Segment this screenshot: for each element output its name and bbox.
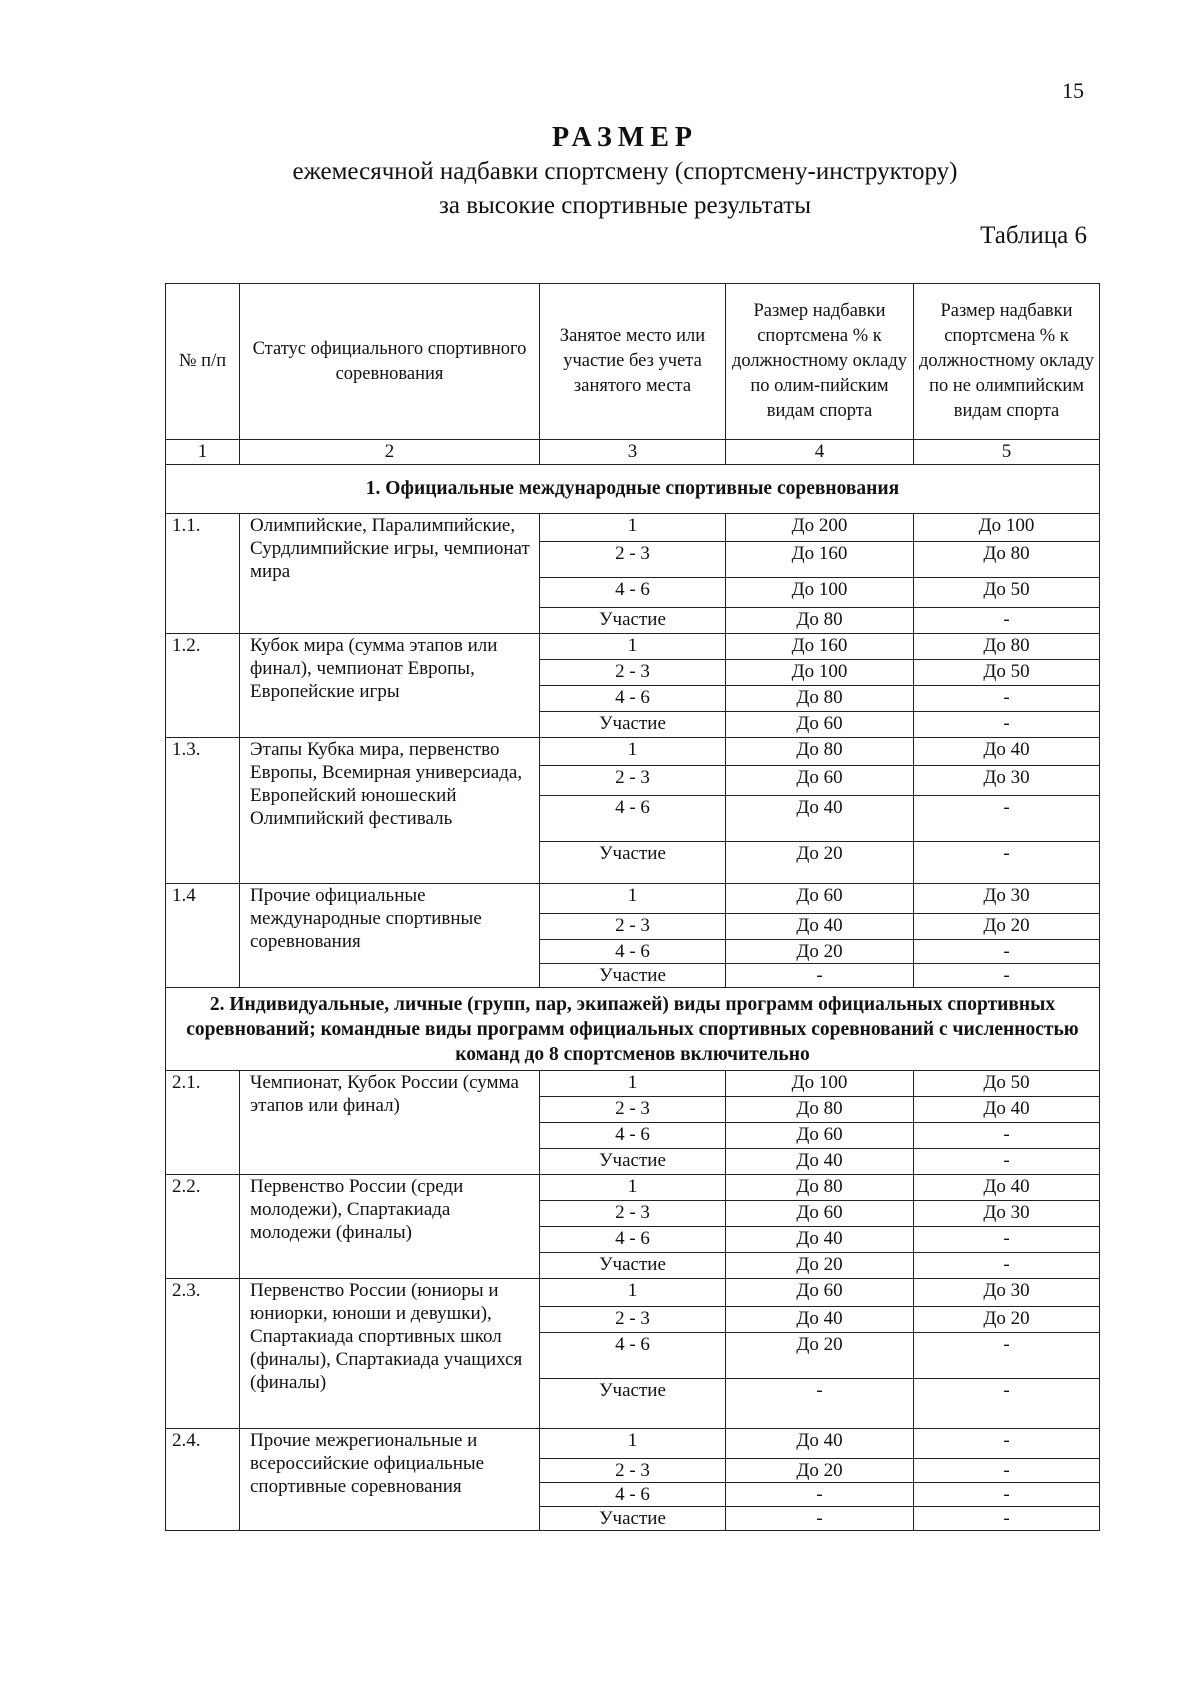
olympic-allowance-cell: До 80 [726, 608, 914, 634]
competition-status: Кубок мира (сумма этапов или финал), чемпионат Европы, Европейские игры [240, 634, 540, 738]
non-olympic-allowance-cell: - [914, 1379, 1100, 1429]
item-number: 2.4. [166, 1429, 240, 1531]
non-olympic-allowance-cell: До 80 [914, 542, 1100, 578]
place-cell: 2 - 3 [540, 1097, 726, 1123]
non-olympic-allowance-cell: - [914, 940, 1100, 964]
section-row [166, 988, 1100, 1071]
header-olympic: Размер надбавки спортсмена % к должностному окладу по олим-пийским видам спорта [726, 284, 914, 440]
place-cell: 1 [540, 634, 726, 660]
non-olympic-allowance-cell: - [914, 712, 1100, 738]
non-olympic-allowance-cell: До 40 [914, 738, 1100, 766]
table-row [166, 1175, 1100, 1201]
non-olympic-allowance-cell: До 20 [914, 914, 1100, 940]
page-number: 15 [1062, 78, 1084, 103]
header-status: Статус официального спортивного соревнования [240, 284, 540, 440]
allowance-table [165, 283, 1100, 1531]
place-cell: 2 - 3 [540, 542, 726, 578]
non-olympic-allowance-cell: - [914, 1483, 1100, 1507]
olympic-allowance-cell: До 60 [726, 1279, 914, 1307]
table-row [166, 514, 1100, 542]
document-subtitle-line1: ежемесячной надбавки спортсмену (спортсмену-инструктору) [292, 158, 958, 185]
olympic-allowance-cell: До 40 [726, 796, 914, 842]
non-olympic-allowance-cell: - [914, 1459, 1100, 1483]
place-cell: 1 [540, 1429, 726, 1459]
non-olympic-allowance-cell: - [914, 686, 1100, 712]
place-cell: 2 - 3 [540, 660, 726, 686]
non-olympic-allowance-cell: До 40 [914, 1175, 1100, 1201]
place-cell: 2 - 3 [540, 766, 726, 796]
item-number: 2.3. [166, 1279, 240, 1429]
olympic-allowance-cell: До 40 [726, 1227, 914, 1253]
olympic-allowance-cell: - [726, 1507, 914, 1531]
header-place: Занятое место или участие без учета занятого места [540, 284, 726, 440]
table-row [166, 1279, 1100, 1307]
document-subtitle-line2: за высокие спортивные результаты [438, 192, 812, 219]
non-olympic-allowance-cell: До 30 [914, 1201, 1100, 1227]
place-cell: 4 - 6 [540, 1123, 726, 1149]
item-number: 1.3. [166, 738, 240, 884]
olympic-allowance-cell: До 40 [726, 1149, 914, 1175]
place-cell: 1 [540, 884, 726, 914]
olympic-allowance-cell: До 80 [726, 1175, 914, 1201]
olympic-allowance-cell: До 80 [726, 1097, 914, 1123]
olympic-allowance-cell: До 80 [726, 738, 914, 766]
olympic-allowance-cell: До 20 [726, 940, 914, 964]
non-olympic-allowance-cell: - [914, 796, 1100, 842]
non-olympic-allowance-cell: До 30 [914, 1279, 1100, 1307]
olympic-allowance-cell: До 40 [726, 1429, 914, 1459]
non-olympic-allowance-cell: - [914, 1507, 1100, 1531]
place-cell: 4 - 6 [540, 940, 726, 964]
table-row [166, 634, 1100, 660]
place-cell: 2 - 3 [540, 1307, 726, 1333]
table-header-row [166, 284, 1100, 440]
olympic-allowance-cell: До 60 [726, 1123, 914, 1149]
competition-status: Прочие межрегиональные и всероссийские официальные спортивные соревнования [240, 1429, 540, 1531]
competition-status: Этапы Кубка мира, первенство Европы, Всемирная универсиада, Европейский юношеский Олимпийский фестиваль [240, 738, 540, 884]
non-olympic-allowance-cell: До 30 [914, 766, 1100, 796]
section-title: 2. Индивидуальные, личные (групп, пар, экипажей) виды программ официальных спортивных соревнований; командные виды программ официальных спортивных соревнований с численностью команд до 8 спортсменов включительно [166, 988, 1100, 1071]
column-number: 2 [240, 440, 540, 465]
item-number: 2.2. [166, 1175, 240, 1279]
olympic-allowance-cell: До 80 [726, 686, 914, 712]
place-cell: Участие [540, 1149, 726, 1175]
olympic-allowance-cell: До 40 [726, 914, 914, 940]
non-olympic-allowance-cell: До 30 [914, 884, 1100, 914]
place-cell: 4 - 6 [540, 1483, 726, 1507]
column-number: 5 [914, 440, 1100, 465]
place-cell: 1 [540, 1071, 726, 1097]
column-number: 4 [726, 440, 914, 465]
olympic-allowance-cell: До 60 [726, 1201, 914, 1227]
table-label: Таблица 6 [980, 222, 1087, 249]
competition-status: Первенство России (юниоры и юниорки, юноши и девушки), Спартакиада спортивных школ (финалы), Спартакиада учащихся (финалы) [240, 1279, 540, 1429]
section-title: 1. Официальные международные спортивные соревнования [166, 465, 1100, 514]
olympic-allowance-cell: До 20 [726, 1459, 914, 1483]
non-olympic-allowance-cell: До 100 [914, 514, 1100, 542]
place-cell: Участие [540, 1507, 726, 1531]
item-number: 2.1. [166, 1071, 240, 1175]
non-olympic-allowance-cell: До 40 [914, 1097, 1100, 1123]
olympic-allowance-cell: До 60 [726, 766, 914, 796]
non-olympic-allowance-cell: - [914, 1333, 1100, 1379]
column-number: 1 [166, 440, 240, 465]
place-cell: 4 - 6 [540, 796, 726, 842]
olympic-allowance-cell: До 20 [726, 1253, 914, 1279]
competition-status: Олимпийские, Паралимпийские, Сурдлимпийские игры, чемпионат мира [240, 514, 540, 634]
place-cell: 1 [540, 1279, 726, 1307]
item-number: 1.1. [166, 514, 240, 634]
non-olympic-allowance-cell: До 50 [914, 1071, 1100, 1097]
competition-status: Первенство России (среди молодежи), Спартакиада молодежи (финалы) [240, 1175, 540, 1279]
item-number: 1.2. [166, 634, 240, 738]
place-cell: 4 - 6 [540, 1227, 726, 1253]
non-olympic-allowance-cell: - [914, 964, 1100, 988]
section-row [166, 465, 1100, 514]
olympic-allowance-cell: До 100 [726, 660, 914, 686]
olympic-allowance-cell: До 40 [726, 1307, 914, 1333]
non-olympic-allowance-cell: - [914, 1227, 1100, 1253]
olympic-allowance-cell: - [726, 964, 914, 988]
table-row [166, 738, 1100, 766]
olympic-allowance-cell: - [726, 1483, 914, 1507]
column-number: 3 [540, 440, 726, 465]
olympic-allowance-cell: - [726, 1379, 914, 1429]
non-olympic-allowance-cell: До 50 [914, 660, 1100, 686]
competition-status: Чемпионат, Кубок России (сумма этапов или финал) [240, 1071, 540, 1175]
non-olympic-allowance-cell: - [914, 1123, 1100, 1149]
place-cell: Участие [540, 964, 726, 988]
place-cell: 2 - 3 [540, 914, 726, 940]
document-title: РАЗМЕР [551, 122, 699, 153]
place-cell: 1 [540, 738, 726, 766]
table-row [166, 1071, 1100, 1097]
olympic-allowance-cell: До 20 [726, 1333, 914, 1379]
non-olympic-allowance-cell: - [914, 1253, 1100, 1279]
competition-status: Прочие официальные международные спортивные соревнования [240, 884, 540, 988]
place-cell: 4 - 6 [540, 1333, 726, 1379]
item-number: 1.4 [166, 884, 240, 988]
olympic-allowance-cell: До 200 [726, 514, 914, 542]
non-olympic-allowance-cell: До 80 [914, 634, 1100, 660]
olympic-allowance-cell: До 160 [726, 634, 914, 660]
table-body [166, 465, 1100, 1531]
column-number-row [166, 440, 1100, 465]
olympic-allowance-cell: До 60 [726, 884, 914, 914]
non-olympic-allowance-cell: - [914, 608, 1100, 634]
place-cell: Участие [540, 712, 726, 738]
non-olympic-allowance-cell: До 20 [914, 1307, 1100, 1333]
olympic-allowance-cell: До 160 [726, 542, 914, 578]
place-cell: 2 - 3 [540, 1201, 726, 1227]
non-olympic-allowance-cell: - [914, 1149, 1100, 1175]
olympic-allowance-cell: До 100 [726, 1071, 914, 1097]
place-cell: Участие [540, 608, 726, 634]
header-number: № п/п [166, 284, 240, 440]
place-cell: 1 [540, 1175, 726, 1201]
place-cell: Участие [540, 1379, 726, 1429]
place-cell: 2 - 3 [540, 1459, 726, 1483]
place-cell: 1 [540, 514, 726, 542]
table-row [166, 884, 1100, 914]
header-non-olympic: Размер надбавки спортсмена % к должностному окладу по не олимпийским видам спорта [914, 284, 1100, 440]
place-cell: 4 - 6 [540, 686, 726, 712]
place-cell: 4 - 6 [540, 578, 726, 608]
non-olympic-allowance-cell: До 50 [914, 578, 1100, 608]
olympic-allowance-cell: До 100 [726, 578, 914, 608]
place-cell: Участие [540, 1253, 726, 1279]
non-olympic-allowance-cell: - [914, 1429, 1100, 1459]
olympic-allowance-cell: До 20 [726, 842, 914, 884]
place-cell: Участие [540, 842, 726, 884]
table-row [166, 1429, 1100, 1459]
non-olympic-allowance-cell: - [914, 842, 1100, 884]
olympic-allowance-cell: До 60 [726, 712, 914, 738]
